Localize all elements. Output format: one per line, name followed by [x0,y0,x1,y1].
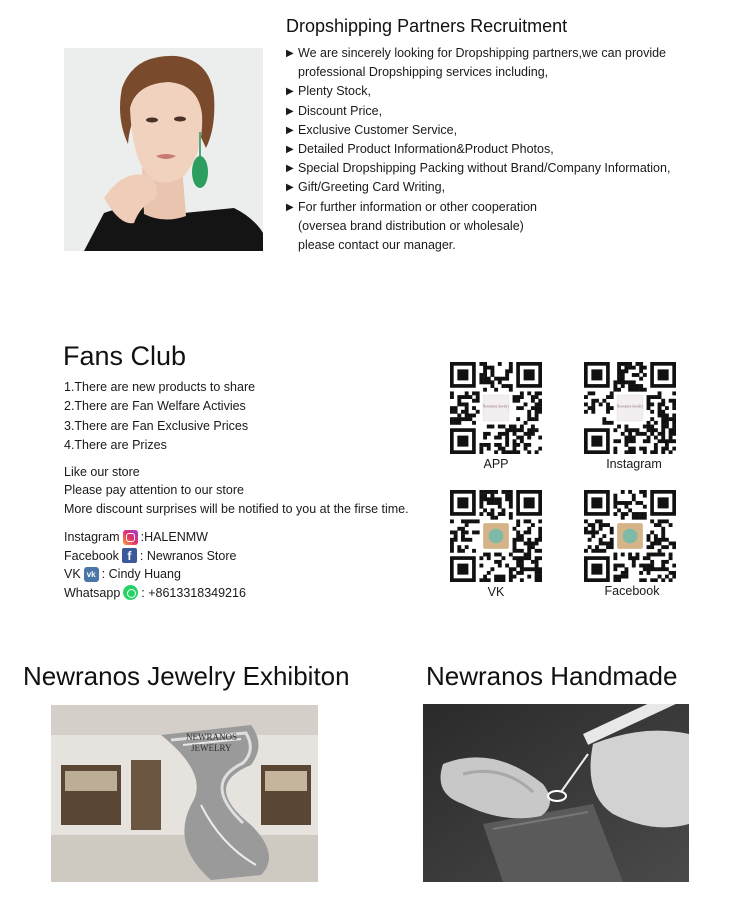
model-portrait-image [64,48,263,251]
qr-code-facebook-image [584,490,676,582]
list-item [286,178,726,197]
list-item-text: Discount Price, [298,103,383,118]
store-line: Please pay attention to our store [64,483,244,498]
recruitment-title: Dropshipping Partners Recruitment [286,16,568,36]
list-item: 4.There are Prizes [64,438,167,453]
qr-code-app-image [450,362,542,454]
list-item: 2.There are Fan Welfare Activies [64,399,246,414]
triangle-bullet-icon: ▶ [286,182,294,194]
facebook-label: Facebook [64,548,119,563]
instagram-handle: :HALENMW [140,530,208,544]
handmade-photo [423,704,689,882]
triangle-bullet-icon: ▶ [286,124,294,136]
list-item-text: please contact our manager. [298,238,456,253]
qr-code-vk-image [450,490,542,582]
list-item [286,140,726,159]
qr-facebook[interactable] [584,490,676,587]
handmade-illustration [423,704,689,882]
vk-contact [64,565,246,584]
store-line: More discount surprises will be notified to you at the firse time. [64,501,409,516]
list-item-text: professional Dropshipping services including, [298,65,549,80]
triangle-bullet-icon: ▶ [286,86,294,98]
list-item-text: For further information or other cooperation [298,199,538,214]
qr-code-instagram-image [584,362,676,454]
list-item-text: Gift/Greeting Card Writing, [298,180,446,195]
exhibition-title: Newranos Jewelry Exhibiton [23,661,350,691]
list-item-text: We are sincerely looking for Dropshipping partners,we can provide [298,46,667,60]
qr-label-facebook: Facebook [604,584,660,598]
triangle-bullet-icon: ▶ [286,201,294,213]
svg-text:Newranos Jewelry: Newranos Jewelry [616,404,644,409]
exhibition-sign-line2: JEWELRY [191,743,232,753]
fans-club-title: Fans Club [63,341,187,371]
list-item [286,82,726,101]
contact-list [64,528,246,602]
qr-label-instagram: Instagram [606,457,662,471]
facebook-contact [64,547,246,566]
store-follow-text [64,463,409,518]
list-item [286,159,726,178]
list-item-text: Plenty Stock, [298,84,371,99]
exhibition-sign-line1: NEWRANOS [186,732,237,742]
qr-instagram[interactable] [584,362,676,459]
list-item-text: Special Dropshipping Packing without Brand/Company Information, [298,161,671,176]
triangle-bullet-icon: ▶ [286,105,294,117]
list-item [286,121,726,140]
list-item [286,217,726,236]
list-item [286,198,726,217]
qr-app[interactable] [450,362,542,459]
list-item-text: Detailed Product Information&Product Photos, [298,142,554,157]
qr-label-app: APP [483,457,509,471]
list-item [286,44,726,63]
instagram-label: Instagram [64,530,120,544]
facebook-icon: f [122,548,137,563]
recruitment-list [286,44,726,255]
vk-icon: vk [84,567,99,582]
svg-text:Newranos Jewelry: Newranos Jewelry [482,404,510,409]
whatsapp-icon [123,585,138,600]
list-item [286,102,726,121]
vk-handle: : Cindy Huang [101,567,181,581]
instagram-icon [123,530,138,545]
handmade-title: Newranos Handmade [426,661,678,691]
exhibition-photo [51,705,318,882]
vk-label: VK [64,567,81,581]
list-item [286,63,726,82]
triangle-bullet-icon: ▶ [286,48,294,59]
whatsapp-label: Whatsapp [64,585,121,600]
list-item-text: Exclusive Customer Service, [298,122,458,137]
list-item [286,236,726,255]
model-portrait-illustration [64,48,263,251]
fans-benefits-list [64,378,255,456]
list-item: 1.There are new products to share [64,380,256,394]
store-line: Like our store [64,465,140,479]
list-item-text: (oversea brand distribution or wholesale) [298,218,524,233]
facebook-handle: : Newranos Store [139,548,237,563]
triangle-bullet-icon: ▶ [286,144,294,156]
list-item: 3.There are Fan Exclusive Prices [64,418,249,433]
triangle-bullet-icon: ▶ [286,163,294,175]
instagram-contact [64,528,246,547]
exhibition-illustration [51,705,318,882]
qr-vk[interactable] [450,490,542,587]
whatsapp-number: : +8613318349216 [141,585,246,600]
whatsapp-contact [64,584,246,603]
qr-label-vk: VK [487,585,505,599]
